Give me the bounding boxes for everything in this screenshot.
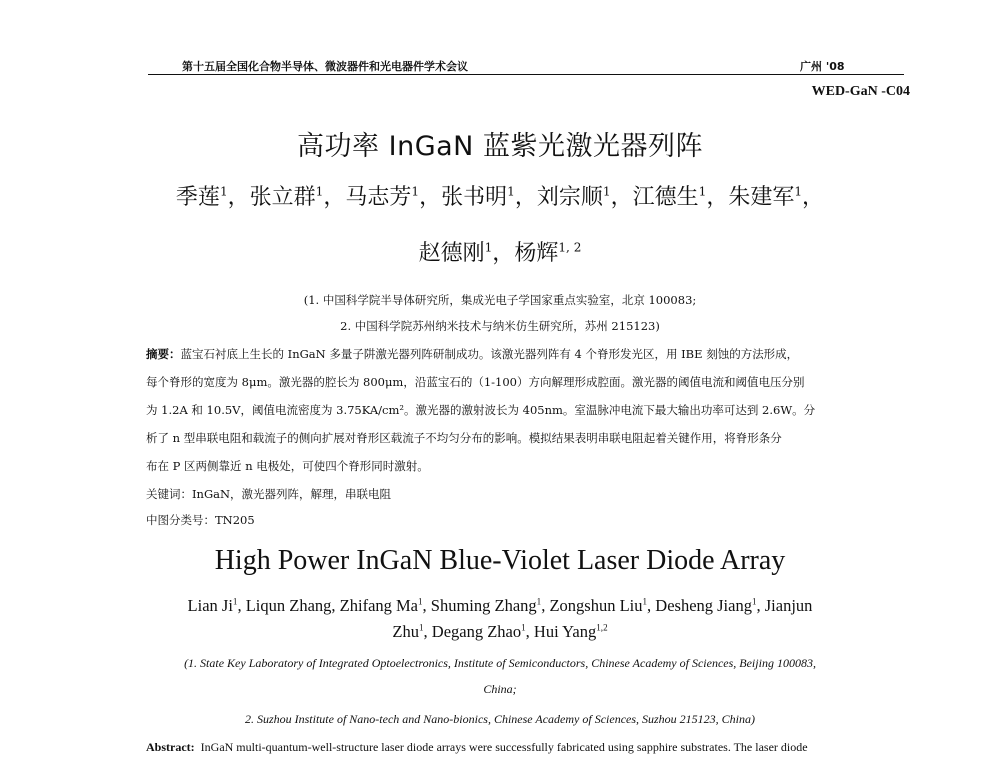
author-separator: , (541, 596, 550, 615)
author-name: Desheng Jiang (655, 596, 752, 615)
chinese-abstract-line: 布在 P 区两侧靠近 n 电极处，可使四个脊形同时激射。 (146, 459, 429, 473)
author-separator: ， (323, 185, 346, 210)
author-name: Shuming Zhang (430, 596, 537, 615)
chinese-abstract-line: 析了 n 型串联电阻和载流子的侧向扩展对脊形区载流子不均匀分布的影响。模拟结果表明串联电阻起着关键作用，将脊形条分 (146, 431, 782, 445)
author-name: Zongshun Liu (549, 596, 643, 615)
author-name: 朱建军 (728, 185, 795, 210)
author-separator: ， (610, 185, 633, 210)
chinese-abstract-line: 每个脊形的宽度为 8μm。激光器的腔长为 800μm，沿蓝宝石的（1-100）方向解理形成腔面。激光器的阈值电流和阈值电压分别 (146, 375, 805, 389)
location-year: 广州 '08 (800, 60, 845, 73)
english-authors-line2 (0, 622, 1000, 642)
author-name: Degang Zhao (431, 622, 522, 641)
keywords: InGaN，激光器列阵，解理，串联电阻 (192, 487, 392, 501)
author-name: 张书明 (441, 185, 508, 210)
author-separator: ， (419, 185, 442, 210)
chinese-authors-line2 (0, 236, 1000, 267)
author-affiliation-mark: 1,2 (596, 622, 608, 633)
author-name: Jianjun (764, 596, 813, 615)
classification-label: 中图分类号： (146, 513, 215, 527)
author-name: 张立群 (249, 185, 316, 210)
author-separator: ， (706, 185, 729, 210)
author-affiliation-mark: 1, 2 (558, 240, 582, 255)
author-affiliation-mark: 1 (219, 184, 228, 199)
author-separator: , (237, 596, 246, 615)
author-affiliation-mark: 1 (484, 240, 493, 255)
english-affiliation-1-country: China; (483, 682, 517, 696)
chinese-title: 高功率 InGaN 蓝紫光激光器列阵 (297, 131, 703, 162)
author-affiliation-mark: 1 (315, 184, 324, 199)
author-separator: , (422, 596, 431, 615)
author-affiliation-mark: 1 (232, 596, 238, 607)
author-separator: , (647, 596, 656, 615)
classification-line (146, 512, 876, 528)
author-separator: , (756, 596, 765, 615)
author-name: 马志芳 (345, 185, 412, 210)
chinese-authors-line1 (0, 180, 1000, 211)
author-affiliation-mark: 1 (521, 622, 526, 633)
author-affiliation-mark: 1 (536, 596, 542, 607)
conference-header: 第十五届全国化合物半导体、微波器件和光电器件学术会议 (182, 60, 468, 73)
author-separator: , (525, 622, 534, 641)
chinese-affiliation-1: (1. 中国科学院半导体研究所，集成光电子学国家重点实验室，北京 100083; (303, 293, 697, 307)
chinese-affiliation-2: 2. 中国科学院苏州纳米技术与纳米仿生研究所，苏州 215123) (340, 319, 660, 333)
author-name: Hui Yang (533, 622, 597, 641)
header-rule (148, 74, 904, 75)
keywords-line (146, 486, 876, 502)
author-name: 刘宗顺 (536, 185, 603, 210)
author-affiliation-mark: 1 (507, 184, 515, 199)
author-affiliation-mark: 1 (418, 596, 423, 607)
author-separator: , (331, 596, 340, 615)
author-name: 赵德刚 (418, 241, 485, 266)
english-title: High Power InGaN Blue-Violet Laser Diode Array (214, 545, 786, 576)
english-affiliation-1: (1. State Key Laboratory of Integrated Optoelectronics, Institute of Semiconductors, Chinese Academy of Sciences, Beijing 100083, (184, 656, 816, 670)
author-separator: ， (514, 185, 537, 210)
author-name: 杨辉 (514, 241, 559, 266)
author-separator: ， (227, 185, 250, 210)
author-affiliation-mark: 1 (642, 596, 648, 607)
english-abstract-line: Abstract: InGaN multi-quantum-well-structure laser diode arrays were successfully fabricated using sapphire substrates. The laser diode (146, 740, 808, 754)
classification-code: TN205 (215, 513, 255, 527)
author-name: 江德生 (632, 185, 699, 210)
english-affiliation-2: 2. Suzhou Institute of Nano-tech and Nano-bionics, Chinese Academy of Sciences, Suzhou 215123, China) (244, 712, 756, 726)
keywords-label: 关键词： (146, 487, 192, 501)
english-abstract-label: Abstract: (146, 740, 195, 754)
author-name: Lian Ji (187, 596, 233, 615)
author-separator: , (423, 622, 432, 641)
chinese-abstract-line: 为 1.2A 和 10.5V，阈值电流密度为 3.75KA/cm²。激光器的激射波长为 405nm。室温脉冲电流下最大输出功率可达到 2.6W。分 (146, 403, 816, 417)
author-name: Liqun Zhang (245, 596, 332, 615)
author-affiliation-mark: 1 (698, 184, 707, 199)
author-separator: ， (802, 185, 825, 210)
paper-code: WED-GaN -C04 (811, 84, 910, 99)
author-separator: ， (492, 241, 515, 266)
author-affiliation-mark: 1 (419, 622, 424, 633)
author-name: Zhifang Ma (339, 596, 419, 615)
author-affiliation-mark: 1 (411, 184, 420, 199)
abstract-label: 摘要： (146, 347, 181, 361)
chinese-abstract-line: 摘要：蓝宝石衬底上生长的 InGaN 多量子阱激光器列阵研制成功。该激光器列阵有 4 个脊形发光区，用 IBE 刻蚀的方法形成， (146, 347, 799, 361)
author-affiliation-mark: 1 (751, 596, 757, 607)
english-authors-line1 (0, 596, 1000, 616)
author-affiliation-mark: 1 (794, 184, 803, 199)
author-name: 季莲 (175, 185, 220, 210)
author-name: Zhu (392, 622, 419, 641)
author-affiliation-mark: 1 (602, 184, 611, 199)
